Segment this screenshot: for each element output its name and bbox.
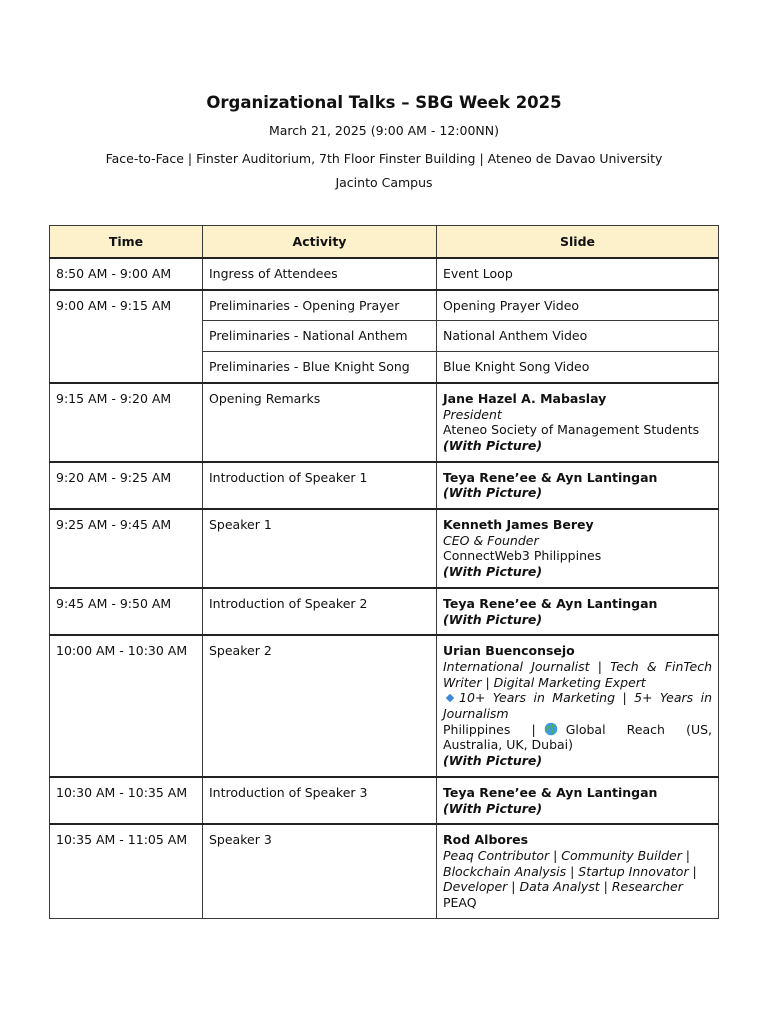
slide-cell: Blue Knight Song Video	[437, 352, 719, 383]
picture-note: (With Picture)	[443, 611, 543, 627]
slide-cell: Event Loop	[437, 258, 719, 290]
speaker-name: Teya Rene’ee & Ayn Lantingan	[443, 595, 658, 611]
column-header-time: Time	[50, 226, 203, 259]
column-header-slide: Slide	[437, 226, 719, 259]
speaker-role: Peaq Contributor | Community Builder | Blockchain Analysis | Startup Innovator | Developer | Data Analyst | Researcher	[443, 847, 697, 895]
speaker-role: International Journalist | Tech & FinTech Writer | Digital Marketing Expert	[443, 658, 712, 690]
table-row	[50, 635, 719, 777]
speaker-name: Rod Albores	[443, 832, 529, 848]
slide-cell: Opening Prayer Video	[437, 290, 719, 321]
picture-note: (With Picture)	[443, 564, 543, 580]
location-country: Philippines |	[443, 721, 536, 737]
time-cell: 9:15 AM - 9:20 AM	[50, 383, 203, 462]
speaker-organization: PEAQ	[443, 895, 477, 911]
activity-cell: Speaker 2	[203, 635, 437, 777]
table-row	[50, 383, 719, 462]
picture-note: (With Picture)	[443, 753, 543, 769]
slide-cell: National Anthem Video	[437, 321, 719, 352]
slide-cell	[437, 824, 719, 918]
time-cell: 9:20 AM - 9:25 AM	[50, 462, 203, 509]
slide-cell	[437, 509, 719, 588]
time-cell: 9:45 AM - 9:50 AM	[50, 588, 203, 635]
small-blue-diamond-icon	[446, 694, 454, 702]
speaker-organization: Ateneo Society of Management Students	[443, 422, 700, 438]
location-line	[443, 722, 712, 753]
table-row	[50, 462, 719, 509]
activity-cell: Ingress of Attendees	[203, 258, 437, 290]
time-cell: 10:35 AM - 11:05 AM	[50, 824, 203, 918]
speaker-organization: ConnectWeb3 Philippines	[443, 548, 602, 564]
event-date: March 21, 2025 (9:00 AM - 12:00NN)	[268, 123, 500, 138]
activity-cell: Opening Remarks	[203, 383, 437, 462]
experience-text: 10+ Years in Marketing | 5+ Years in Journalism	[443, 690, 712, 722]
picture-note: (With Picture)	[443, 800, 543, 816]
speaker-name: Urian Buenconsejo	[443, 643, 575, 659]
activity-cell: Introduction of Speaker 1	[203, 462, 437, 509]
activity-cell: Introduction of Speaker 2	[203, 588, 437, 635]
slide-cell	[437, 635, 719, 777]
table-row	[50, 258, 719, 290]
table-row	[50, 777, 719, 824]
slide-cell	[437, 588, 719, 635]
column-header-activity: Activity	[203, 226, 437, 259]
experience-line	[443, 690, 712, 721]
event-venue: Face-to-Face | Finster Auditorium, 7th Floor Finster Building | Ateneo de Davao University Jacinto Campus	[105, 151, 663, 190]
speaker-role: CEO & Founder	[443, 532, 539, 548]
schedule-table	[49, 225, 719, 919]
table-row	[50, 509, 719, 588]
picture-note: (With Picture)	[443, 485, 543, 501]
time-cell: 8:50 AM - 9:00 AM	[50, 258, 203, 290]
time-cell: 9:00 AM - 9:15 AM	[50, 290, 203, 383]
table-header-row	[50, 226, 719, 259]
slide-cell	[437, 462, 719, 509]
speaker-name: Teya Rene’ee & Ayn Lantingan	[443, 469, 658, 485]
picture-note: (With Picture)	[443, 437, 543, 453]
activity-cell: Preliminaries - Blue Knight Song	[203, 352, 437, 383]
slide-cell	[437, 383, 719, 462]
table-row	[50, 588, 719, 635]
table-row	[50, 290, 719, 321]
speaker-role: President	[443, 406, 502, 422]
activity-cell: Introduction of Speaker 3	[203, 777, 437, 824]
time-cell: 10:00 AM - 10:30 AM	[50, 635, 203, 777]
activity-cell: Preliminaries - Opening Prayer	[203, 290, 437, 321]
location-reach: Global Reach (US, Australia, UK, Dubai)	[443, 721, 713, 753]
speaker-name: Kenneth James Berey	[443, 517, 594, 533]
activity-cell: Preliminaries - National Anthem	[203, 321, 437, 352]
time-cell: 9:25 AM - 9:45 AM	[50, 509, 203, 588]
speaker-name: Teya Rene’ee & Ayn Lantingan	[443, 784, 658, 800]
activity-cell: Speaker 1	[203, 509, 437, 588]
table-row	[50, 824, 719, 918]
slide-cell	[437, 777, 719, 824]
time-cell: 10:30 AM - 10:35 AM	[50, 777, 203, 824]
globe-icon	[544, 722, 558, 736]
speaker-name: Jane Hazel A. Mabaslay	[443, 390, 607, 406]
activity-cell: Speaker 3	[203, 824, 437, 918]
page-title: Organizational Talks – SBG Week 2025	[206, 93, 562, 112]
